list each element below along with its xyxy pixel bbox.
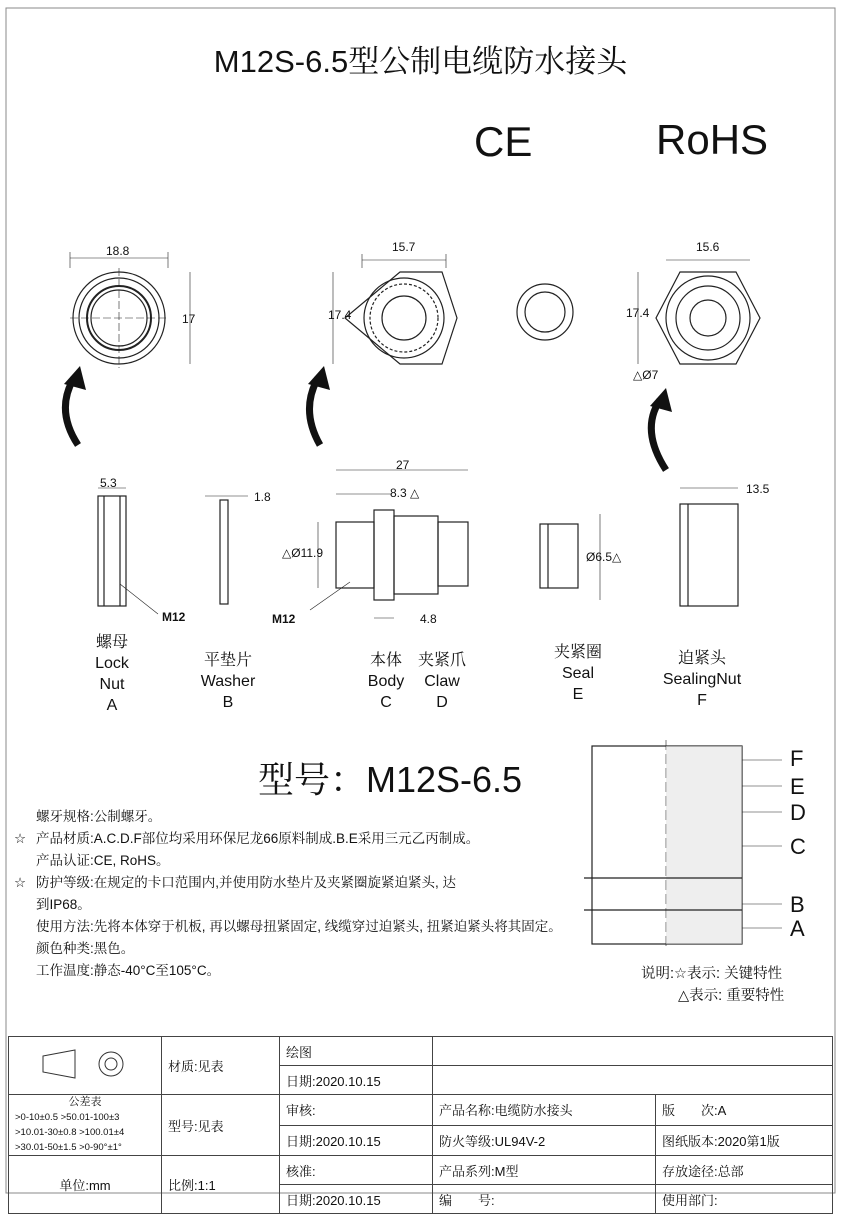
spec-item: ☆ 产品材质:A.C.D.F部位均采用环保尼龙66原料制成.B.E采用三元乙丙制成。 [14, 831, 480, 846]
section-letter-e: E [790, 774, 805, 799]
storage-cell: 存放途径:总部 [656, 1156, 833, 1185]
scale-cell: 比例:1:1 [162, 1156, 280, 1214]
spec-item: 使用方法:先将本体穿于机板, 再以螺母扭紧固定, 线缆穿过迫紧头, 扭紧迫紧头将其固定。 [36, 919, 562, 934]
spec-item: 颜色种类:黑色。 [36, 941, 135, 956]
model-number: 型号：M12S-6.5 [258, 759, 523, 800]
washer-side-view [205, 496, 248, 604]
seal-top-view [517, 284, 573, 340]
dim-body-width: 15.7 [392, 240, 416, 254]
version-cell: 版 次:A [656, 1095, 833, 1126]
dim-seal-dia: Ø6.5△ [586, 550, 622, 564]
spec-item: 产品认证:CE, RoHS。 [36, 853, 170, 868]
dim-body-length: 27 [396, 458, 410, 472]
spec-item: ☆ 防护等级:在规定的卡口范围内,并使用防水垫片及夹紧圈旋紧迫紧头, 达 [14, 875, 457, 890]
projection-symbol [9, 1037, 162, 1095]
page-title: M12S-6.5型公制电缆防水接头 [213, 44, 628, 79]
dim-washer-thickness: 1.8 [254, 490, 271, 504]
spec-item: 工作温度:静态-40°C至105°C。 [36, 963, 221, 978]
date-cell-1: 日期:2020.10.15 [280, 1066, 433, 1095]
department-cell: 使用部门: [656, 1185, 833, 1214]
dim-claw-length: 8.3 △ [390, 486, 420, 500]
assembly-section-view [584, 740, 782, 950]
projection-icon [15, 1044, 135, 1084]
dim-thread-length: 4.8 [420, 612, 437, 626]
lock-nut-side-view [98, 488, 158, 614]
part-label-seal: 夹紧圈 Seal E [553, 644, 602, 703]
part-label-washer: 平垫片 Washer B [200, 652, 256, 711]
assembly-arrows [65, 378, 666, 470]
lock-nut-top-view [70, 252, 190, 368]
title-block [8, 1036, 833, 1214]
thread-label-body: M12 [272, 612, 296, 626]
checked-cell: 审核: [280, 1095, 433, 1126]
legend-key-feature: 说明:☆表示: 关键特性 [641, 966, 783, 982]
part-label-sealing-nut: 迫紧头 SealingNut F [662, 650, 742, 709]
dim-sealnut-height: 17.4 [626, 306, 650, 320]
type-cell: 型号:见表 [162, 1095, 280, 1156]
drawing-version-cell: 图纸版本:2020第1版 [656, 1125, 833, 1156]
dim-body-height: 17.4 [328, 308, 352, 322]
spec-item: 到IP68。 [36, 897, 91, 912]
ce-mark: CE [474, 118, 533, 165]
fire-rating-cell: 防火等级:UL94V-2 [433, 1125, 656, 1156]
dim-sealnut-width: 15.6 [696, 240, 720, 254]
part-label-body: 本体 Body C [367, 652, 405, 711]
dim-nut-width: 18.8 [106, 244, 130, 258]
tolerance-table: 公差表 >0-10±0.5 >50.01-100±3 >10.01-30±0.8 >100.01±4 >30.01-50±1.5 >0-90°±1° [9, 1095, 162, 1156]
body-side-view [310, 470, 468, 618]
approved-cell: 核准: [280, 1156, 433, 1185]
part-label-lock-nut: 螺母 Lock Nut A [95, 634, 129, 714]
spec-list [14, 806, 562, 982]
legend-important-feature: △表示: 重要特性 [678, 988, 785, 1004]
number-cell: 编 号: [433, 1185, 656, 1214]
product-name-cell: 产品名称:电缆防水接头 [433, 1095, 656, 1126]
blank-cell-2 [433, 1066, 833, 1095]
blank-cell [433, 1037, 833, 1066]
part-label-claw: 夹紧爪 Claw D [417, 652, 466, 711]
dim-sealnut-bore: △Ø7 [633, 368, 659, 382]
date-cell-3: 日期:2020.10.15 [280, 1185, 433, 1214]
section-letter-c: C [790, 834, 806, 859]
body-top-view [333, 254, 470, 364]
section-letter-f: F [790, 746, 804, 771]
rohs-mark: RoHS [656, 116, 769, 163]
date-cell-2: 日期:2020.10.15 [280, 1125, 433, 1156]
dim-nut-thickness: 5.3 [100, 476, 117, 490]
spec-item: 螺牙规格:公制螺牙。 [36, 809, 162, 824]
thread-label-nut: M12 [162, 610, 186, 624]
unit-cell: 单位:mm [9, 1156, 162, 1214]
sealing-nut-top-view [638, 260, 760, 364]
section-letter-d: D [790, 800, 806, 825]
section-letter-a: A [790, 916, 805, 941]
dim-nut-height: 17 [182, 312, 196, 326]
dim-sealnut-length: 13.5 [746, 482, 770, 496]
product-series-cell: 产品系列:M型 [433, 1156, 656, 1185]
material-cell: 材质:见表 [162, 1037, 280, 1095]
sealing-nut-side-view [680, 488, 738, 606]
dim-body-dia: △Ø11.9 [282, 546, 324, 560]
section-letter-b: B [790, 892, 805, 917]
drawn-cell: 绘图 [280, 1037, 433, 1066]
